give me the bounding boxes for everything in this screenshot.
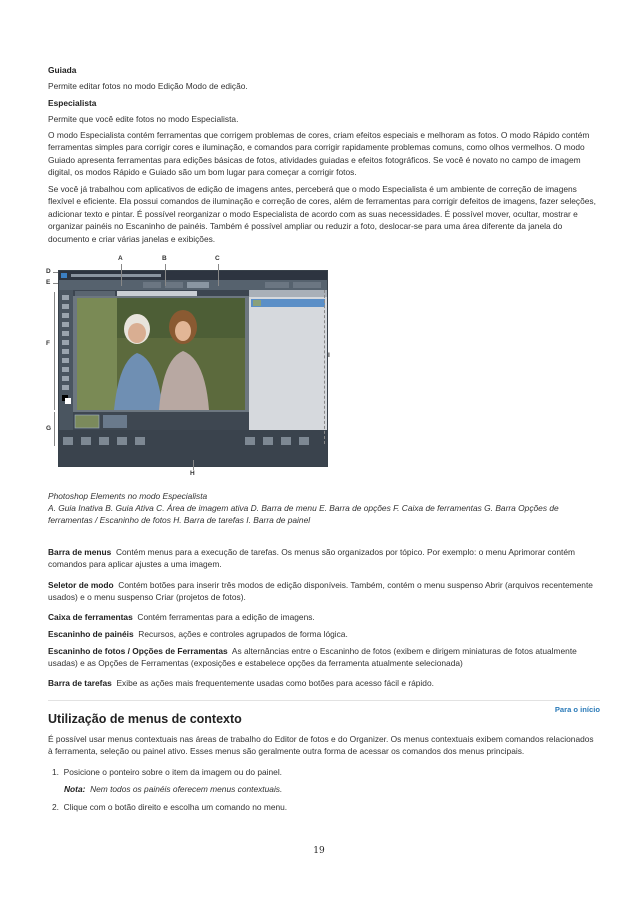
step-2 [52,801,592,813]
callout-b-leader [165,264,166,286]
callout-h-leader [193,460,194,470]
definition-barra-de-tarefas [48,677,600,689]
intro-paragraph-2: Se você já trabalhou com aplicativos de edição de imagens antes, perceberá que o modo Especialista é um ambiente de correção de imagens flexível e eficiente. Ela possui comandos de iluminação e correção de cores, além de ferramentas para corrigir defeitos de imagens, fazer seleções, adicionar texto e pintar. É possível reorganizar o modo Especialista de acordo com as suas necessidades. É possível mover, ocultar, mostrar e organizar painéis no Escaninho de painéis. Também é possível ampliar ou reduzir a foto, deslocar-se para uma área diferente da janela do documento e criar várias janelas e exibições. [48,184,596,244]
definition-escaninho-de-fotos [48,645,600,670]
callout-b: B [162,255,167,262]
callout-g-bracket [54,412,55,446]
especialista-title: Especialista [48,98,97,108]
callout-a: A [118,255,123,262]
definition-text: Contém botões para inserir três modos de edição disponíveis. Também, contém o menu suspenso Abrir (arquivos recentemente usados) e o menu suspenso Criar (projetos de fotos). [48,580,593,603]
step-number: 1. [52,767,59,777]
definition-caixa-de-ferramentas [48,611,600,623]
section-divider [48,700,600,701]
definition-term: Barra de menus [48,547,112,557]
definition-term: Escaninho de fotos / Opções de Ferramentas [48,646,228,656]
guiada-text: Permite editar fotos no modo Edição Modo de edição. [48,81,248,91]
callout-c-leader [218,264,219,286]
definition-text: Recursos, ações e controles agrupados de forma lógica. [138,629,348,639]
note-text: Nem todos os painéis oferecem menus contextuais. [90,784,283,794]
definition-term: Seletor de modo [48,580,114,590]
callout-e-leader [53,283,58,284]
definition-seletor-de-modo [48,579,600,604]
callout-f-bracket [54,292,55,410]
callout-i-bracket [324,290,325,444]
note-label: Nota: [64,784,86,794]
step-number: 2. [52,802,59,812]
editor-screenshot [59,271,327,466]
page-number: 19 [313,846,325,856]
editor-screenshot-figure [58,270,328,467]
definition-text: Exibe as ações mais frequentemente usadas como botões para acesso fácil e rápido. [116,678,434,688]
callout-c: C [215,255,220,262]
step-1 [52,766,592,778]
callout-h: H [190,470,195,477]
definition-term: Barra de tarefas [48,678,112,688]
intro-paragraph-1: O modo Especialista contém ferramentas que corrigem problemas de cores, criam efeitos especiais e melhoram as fotos. O modo Rápido contém ferramentas simples para corrigir cores e iluminação, e comandos para corrigir rapidamente problemas comuns, como olhos vermelhos. O modo Guiado apresenta ferramentas para edições básicas de fotos, atividades guiadas e efeitos fotográficos. Se você é novato no campo de imagem digital, os modos Rápido e Guiado são um bom lugar para começar a corrigir fotos. [48,130,590,178]
callout-e: E [46,279,51,286]
step-text: Clique com o botão direito e escolha um comando no menu. [63,802,288,812]
definition-escaninho-de-paineis [48,628,600,640]
step-text: Posicione o ponteiro sobre o item da imagem ou do painel. [63,767,283,777]
callout-a-leader [121,264,122,286]
back-to-top-link[interactable]: Para o início [554,705,600,714]
callout-g: G [46,425,52,432]
definition-text: Contém ferramentas para a edição de imagens. [137,612,315,622]
callout-f: F [46,340,50,347]
definition-term: Caixa de ferramentas [48,612,133,622]
step-note [64,783,584,795]
figure-caption-legend: A. Guia Inativa B. Guia Ativa C. Área de imagem ativa D. Barra de menu E. Barra de opções F. Caixa de ferramentas G. Barra Opções de ferramentas / Escaninho de fotos H. Barra de tarefas I. Barra de painel [48,503,559,526]
section-heading: Utilização de menus de contexto [48,712,242,726]
definition-barra-de-menus [48,546,600,571]
definition-text: Contém menus para a execução de tarefas. Os menus são organizados por tópico. Por exemplo: o menu Aprimorar contém comandos para aplicar ajustes a uma imagem. [48,547,575,570]
definition-text: As alternâncias entre o Escaninho de fotos (exibem e dirigem miniaturas de fotos atualmente usadas) e as Opções de Ferramentas (exposições e estabelece opções da ferramenta atualmente selecionada) [48,646,577,669]
figure-caption-title: Photoshop Elements no modo Especialista [48,491,208,501]
definition-term: Escaninho de painéis [48,629,134,639]
callout-d-leader [53,272,58,273]
guiada-title: Guiada [48,65,77,75]
section-intro: É possível usar menus contextuais nas áreas de trabalho do Editor de fotos e do Organizer. Os menus contextuais exibem comandos relacionados à ferramenta, seleção ou painel ativo. Esses menus são geralmente outra forma de acessar os comandos dos menus principais. [48,734,594,757]
callout-i: I [328,352,330,359]
callout-d: D [46,268,51,275]
especialista-text: Permite que você edite fotos no modo Especialista. [48,114,239,124]
